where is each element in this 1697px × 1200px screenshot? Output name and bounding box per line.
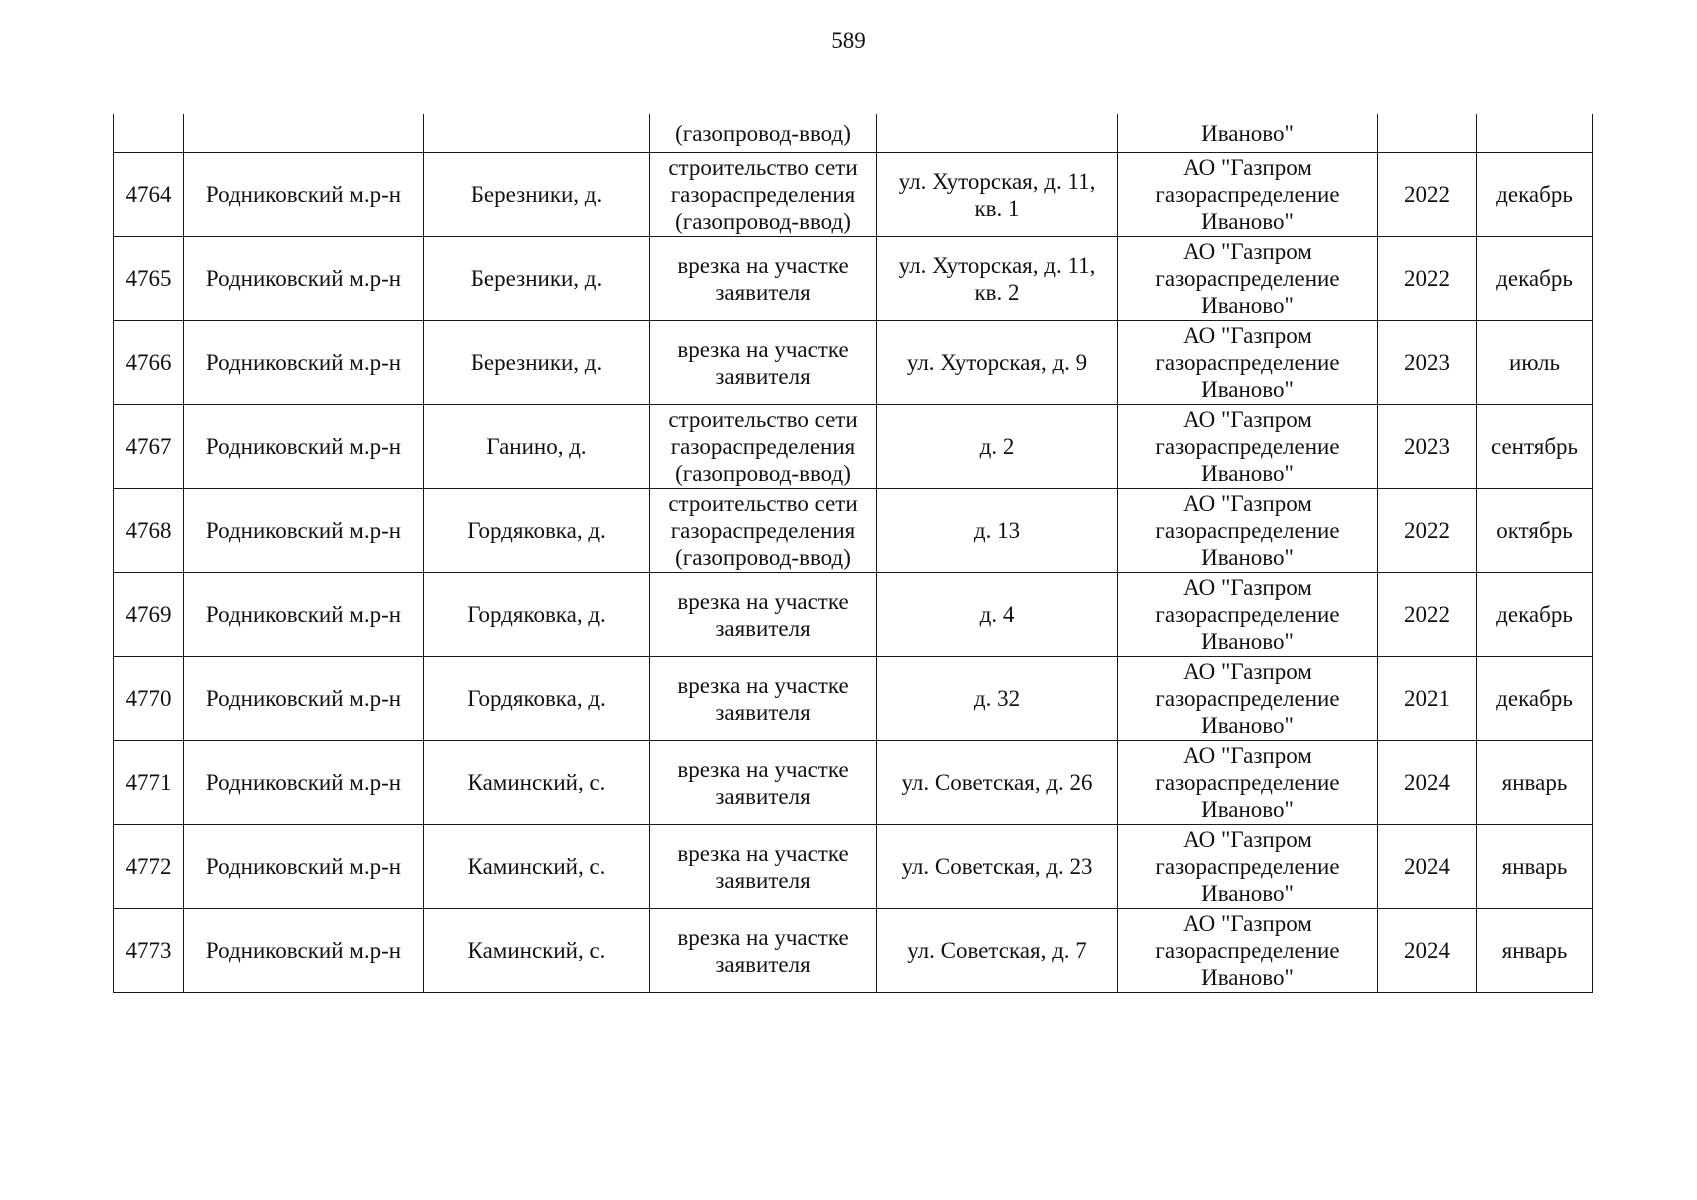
cell-organization-line: АО "Газпром — [1183, 575, 1312, 600]
table-row — [114, 741, 1593, 825]
cell-work-type-line: врезка на участке — [677, 252, 849, 278]
cell-organization — [1118, 405, 1378, 489]
cell-address-line: кв. 1 — [974, 195, 1020, 221]
cell-address-line: д. 13 — [973, 518, 1021, 543]
cell-month: январь — [1477, 741, 1593, 825]
cell-organization — [1118, 321, 1378, 405]
cell-settlement: Ганино, д. — [424, 405, 650, 489]
cell-number: 4771 — [114, 741, 184, 825]
cell-year: 2022 — [1378, 153, 1477, 237]
cell-number — [114, 114, 184, 153]
cell-organization — [1118, 489, 1378, 573]
cell-organization-line: Иваново" — [1201, 797, 1294, 822]
table-body — [114, 114, 1593, 993]
cell-year: 2024 — [1378, 741, 1477, 825]
table-row — [114, 153, 1593, 237]
cell-work-type-line: заявителя — [715, 699, 811, 725]
cell-address-line: ул. Советская, д. 7 — [907, 938, 1087, 963]
table-row — [114, 573, 1593, 657]
cell-district: Родниковский м.р-н — [184, 153, 424, 237]
cell-district: Родниковский м.р-н — [184, 741, 424, 825]
cell-settlement: Березники, д. — [424, 153, 650, 237]
cell-organization-line: АО "Газпром — [1183, 407, 1312, 432]
cell-work-type-line: заявителя — [715, 615, 811, 641]
table-row — [114, 657, 1593, 741]
cell-organization-line: АО "Газпром — [1183, 743, 1312, 768]
table-row — [114, 909, 1593, 993]
cell-address — [877, 573, 1118, 657]
cell-organization-line: газораспределение — [1155, 686, 1340, 711]
cell-work-type — [650, 237, 877, 321]
cell-settlement: Гордяковка, д. — [424, 573, 650, 657]
cell-address — [877, 657, 1118, 741]
cell-organization-line: газораспределение — [1155, 854, 1340, 879]
cell-year: 2022 — [1378, 237, 1477, 321]
cell-month: январь — [1477, 825, 1593, 909]
cell-work-type-line: заявителя — [715, 363, 811, 389]
cell-settlement: Каминский, с. — [424, 741, 650, 825]
table-row — [114, 489, 1593, 573]
cell-number: 4768 — [114, 489, 184, 573]
cell-address-line: ул. Хуторская, д. 11, — [898, 252, 1096, 278]
cell-work-type — [650, 741, 877, 825]
table-row — [114, 237, 1593, 321]
cell-district — [184, 114, 424, 153]
table-row — [114, 321, 1593, 405]
cell-month: декабрь — [1477, 657, 1593, 741]
cell-number: 4764 — [114, 153, 184, 237]
cell-month: октябрь — [1477, 489, 1593, 573]
cell-organization — [1118, 237, 1378, 321]
cell-year: 2023 — [1378, 321, 1477, 405]
cell-district: Родниковский м.р-н — [184, 405, 424, 489]
cell-organization — [1118, 909, 1378, 993]
cell-organization-line: Иваново" — [1201, 965, 1294, 990]
cell-settlement: Гордяковка, д. — [424, 489, 650, 573]
cell-organization-line: Иваново" — [1201, 881, 1294, 906]
cell-month: декабрь — [1477, 573, 1593, 657]
cell-organization: Иваново" — [1118, 114, 1378, 153]
table-row — [114, 405, 1593, 489]
cell-work-type-line: строительство сети — [668, 491, 858, 516]
cell-address-line: д. 2 — [979, 434, 1015, 459]
cell-year: 2021 — [1378, 657, 1477, 741]
cell-month: сентябрь — [1477, 405, 1593, 489]
cell-work-type-line: врезка на участке — [677, 336, 849, 362]
cell-number: 4765 — [114, 237, 184, 321]
cell-work-type-line: газораспределения — [670, 518, 856, 543]
cell-organization-line: газораспределение — [1155, 182, 1340, 207]
cell-work-type-line: заявителя — [715, 279, 811, 305]
cell-organization — [1118, 657, 1378, 741]
cell-settlement: Березники, д. — [424, 237, 650, 321]
cell-year — [1378, 114, 1477, 153]
cell-district: Родниковский м.р-н — [184, 657, 424, 741]
page-number: 589 — [831, 28, 866, 53]
cell-settlement: Гордяковка, д. — [424, 657, 650, 741]
cell-work-type — [650, 153, 877, 237]
cell-month: январь — [1477, 909, 1593, 993]
cell-number: 4770 — [114, 657, 184, 741]
cell-settlement: Каминский, с. — [424, 909, 650, 993]
cell-year: 2022 — [1378, 489, 1477, 573]
cell-number: 4772 — [114, 825, 184, 909]
cell-address-line: ул. Советская, д. 26 — [901, 770, 1093, 795]
cell-work-type-line: (газопровод-ввод) — [675, 209, 851, 234]
cell-district: Родниковский м.р-н — [184, 825, 424, 909]
cell-work-type-line: газораспределения — [670, 182, 856, 207]
cell-work-type-line: газораспределения — [670, 434, 856, 459]
cell-number: 4769 — [114, 573, 184, 657]
cell-work-type-line: заявителя — [715, 783, 811, 809]
cell-work-type-line: заявителя — [715, 867, 811, 893]
cell-year: 2022 — [1378, 573, 1477, 657]
cell-work-type-line: врезка на участке — [677, 756, 849, 782]
cell-district: Родниковский м.р-н — [184, 909, 424, 993]
cell-work-type — [650, 657, 877, 741]
cell-work-type-line: врезка на участке — [677, 840, 849, 866]
cell-month: декабрь — [1477, 153, 1593, 237]
cell-address — [877, 489, 1118, 573]
cell-organization-line: Иваново" — [1201, 713, 1294, 738]
cell-address — [877, 909, 1118, 993]
cell-organization-line: газораспределение — [1155, 434, 1340, 459]
cell-year: 2024 — [1378, 909, 1477, 993]
cell-work-type-line: (газопровод-ввод) — [675, 545, 851, 570]
cell-organization-line: АО "Газпром — [1183, 827, 1312, 852]
cell-district: Родниковский м.р-н — [184, 573, 424, 657]
cell-settlement: Каминский, с. — [424, 825, 650, 909]
cell-organization — [1118, 825, 1378, 909]
cell-organization — [1118, 573, 1378, 657]
cell-address — [877, 114, 1118, 153]
cell-address — [877, 741, 1118, 825]
cell-month: декабрь — [1477, 237, 1593, 321]
cell-organization-line: газораспределение — [1155, 770, 1340, 795]
cell-address-line: кв. 2 — [974, 279, 1020, 305]
cell-work-type-line: врезка на участке — [677, 672, 849, 698]
cell-work-type — [650, 489, 877, 573]
cell-address-line: ул. Хуторская, д. 9 — [906, 350, 1088, 375]
cell-organization-line: АО "Газпром — [1183, 155, 1312, 180]
cell-district: Родниковский м.р-н — [184, 489, 424, 573]
cell-address — [877, 153, 1118, 237]
cell-work-type — [650, 405, 877, 489]
cell-address — [877, 321, 1118, 405]
cell-work-type-line: строительство сети — [668, 407, 858, 432]
cell-work-type — [650, 825, 877, 909]
cell-organization-line: газораспределение — [1155, 938, 1340, 963]
cell-address — [877, 237, 1118, 321]
cell-organization-line: Иваново" — [1201, 629, 1294, 654]
cell-work-type-line: заявителя — [715, 951, 811, 977]
cell-organization — [1118, 741, 1378, 825]
cell-organization-line: Иваново" — [1201, 377, 1294, 402]
cell-organization-line: Иваново" — [1201, 461, 1294, 486]
cell-work-type — [650, 909, 877, 993]
table-row — [114, 825, 1593, 909]
cell-work-type: (газопровод-ввод) — [650, 114, 877, 153]
cell-work-type — [650, 573, 877, 657]
cell-year: 2023 — [1378, 405, 1477, 489]
cell-address-line: д. 4 — [979, 602, 1015, 627]
cell-organization-line: газораспределение — [1155, 266, 1340, 291]
cell-settlement — [424, 114, 650, 153]
cell-organization-line: АО "Газпром — [1183, 491, 1312, 516]
cell-address-line: ул. Хуторская, д. 11, — [898, 168, 1096, 194]
cell-work-type-line: врезка на участке — [677, 924, 849, 950]
cell-number: 4767 — [114, 405, 184, 489]
cell-work-type-line: (газопровод-ввод) — [675, 461, 851, 486]
continuation-row — [114, 114, 1593, 153]
cell-work-type-line: строительство сети — [668, 155, 858, 180]
cell-settlement: Березники, д. — [424, 321, 650, 405]
cell-organization-line: АО "Газпром — [1183, 323, 1312, 348]
cell-address-line: ул. Советская, д. 23 — [901, 854, 1093, 879]
cell-number: 4766 — [114, 321, 184, 405]
cell-organization-line: АО "Газпром — [1183, 659, 1312, 684]
cell-organization-line: газораспределение — [1155, 518, 1340, 543]
cell-year: 2024 — [1378, 825, 1477, 909]
cell-month — [1477, 114, 1593, 153]
cell-organization-line: АО "Газпром — [1183, 911, 1312, 936]
cell-work-type — [650, 321, 877, 405]
gasification-table — [113, 114, 1593, 993]
cell-organization-line: газораспределение — [1155, 602, 1340, 627]
cell-number: 4773 — [114, 909, 184, 993]
cell-address — [877, 405, 1118, 489]
cell-work-type-line: врезка на участке — [677, 588, 849, 614]
cell-address — [877, 825, 1118, 909]
cell-month: июль — [1477, 321, 1593, 405]
cell-organization-line: Иваново" — [1201, 545, 1294, 570]
cell-organization-line: Иваново" — [1201, 209, 1294, 234]
cell-organization-line: газораспределение — [1155, 350, 1340, 375]
cell-organization-line: АО "Газпром — [1183, 239, 1312, 264]
cell-district: Родниковский м.р-н — [184, 237, 424, 321]
cell-organization-line: Иваново" — [1201, 293, 1294, 318]
cell-organization — [1118, 153, 1378, 237]
cell-district: Родниковский м.р-н — [184, 321, 424, 405]
cell-address-line: д. 32 — [973, 686, 1021, 711]
